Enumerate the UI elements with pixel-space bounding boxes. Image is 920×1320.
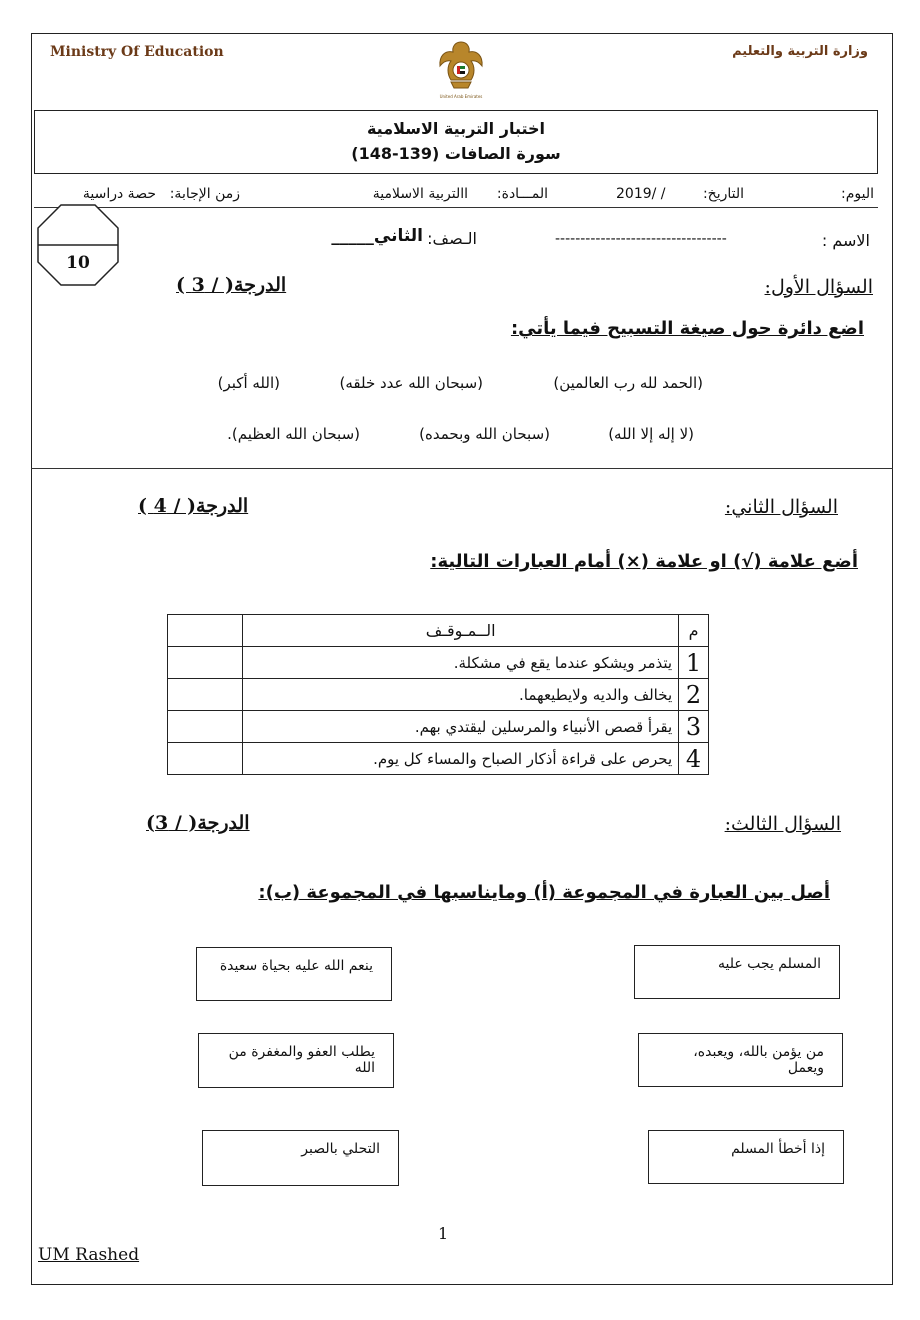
author-name: UM Rashed <box>38 1245 140 1265</box>
time-value: حصة دراسية <box>82 186 156 202</box>
row-number: 4 <box>679 743 709 775</box>
q3-instruction: أصل بين العبارة في المجموعة (أ) ومايناسبها في المجموعة (ب): <box>258 882 830 903</box>
q1-option[interactable]: (الله أكبر) <box>217 374 280 392</box>
subject-value: االتربية الاسلامية <box>372 186 468 202</box>
group-a-item[interactable]: من يؤمن بالله، ويعبده، ويعمل <box>638 1033 843 1087</box>
uae-emblem-icon <box>435 38 487 102</box>
row-statement: يخالف والديه ولايطيعهما. <box>243 679 679 711</box>
date-label: التاريخ: <box>702 186 744 202</box>
total-score: 10 <box>66 253 90 273</box>
q1-option[interactable]: (لا إله إلا الله) <box>608 425 694 443</box>
name-line: ---------------------------------- <box>555 231 727 247</box>
answer-cell[interactable] <box>168 647 243 679</box>
group-b-item[interactable]: التحلي بالصبر <box>202 1130 399 1186</box>
group-a-item[interactable]: إذا أخطأ المسلم <box>648 1130 844 1184</box>
name-label: الاسم : <box>821 231 870 250</box>
row-statement: يحرص على قراءة أذكار الصباح والمساء كل يوم. <box>243 743 679 775</box>
table-row <box>168 679 709 711</box>
row-number: 3 <box>679 711 709 743</box>
q3-grade: الدرجة( / 3) <box>146 812 250 834</box>
total-score-octagon <box>37 204 119 286</box>
group-b-item[interactable]: يطلب العفو والمغفرة من الله <box>198 1033 394 1088</box>
table-header-statement: الــمـوقـف <box>243 615 679 647</box>
q1-label: السؤال الأول: <box>764 276 873 298</box>
row-number: 2 <box>679 679 709 711</box>
row-statement: يقرأ قصص الأنبياء والمرسلين ليقتدي بهم. <box>243 711 679 743</box>
group-a-item[interactable]: المسلم يجب عليه <box>634 945 840 999</box>
ministry-name-arabic: وزارة التربية والتعليم <box>732 44 868 59</box>
q1-instruction: اضع دائرة حول صيغة التسبيح فيما يأتي: <box>510 318 864 339</box>
class-label: الـصف: <box>427 229 477 248</box>
time-label: زمن الإجابة: <box>169 186 240 202</box>
exam-subtitle: سورة الصافات (139-148) <box>351 144 561 163</box>
date-value: / /2019 <box>616 186 666 202</box>
answer-cell[interactable] <box>168 743 243 775</box>
answer-cell[interactable] <box>168 679 243 711</box>
group-b-item[interactable]: ينعم الله عليه بحياة سعيدة <box>196 947 392 1001</box>
subject-label: المـــادة: <box>496 186 548 202</box>
table-row <box>168 743 709 775</box>
table-row <box>168 647 709 679</box>
emblem-caption: United Arab Emirates <box>439 94 483 99</box>
table-header-mark <box>168 615 243 647</box>
row-number: 1 <box>679 647 709 679</box>
day-label: اليوم: <box>841 186 874 202</box>
table-row <box>168 711 709 743</box>
q2-label: السؤال الثاني: <box>724 496 838 518</box>
q1-grade: الدرجة( / 3 ) <box>176 274 287 296</box>
statements-table <box>167 614 709 775</box>
table-header-num: م <box>679 615 709 647</box>
q1-option[interactable]: (سبحان الله العظيم). <box>227 425 360 443</box>
q2-instruction: أضع علامة (√) او علامة (×) أمام العبارات التالية: <box>430 551 858 572</box>
q1-option[interactable]: (سبحان الله عدد خلقه) <box>339 374 483 392</box>
q2-grade: الدرجة( / 4 ) <box>138 495 249 517</box>
info-divider <box>34 207 878 208</box>
table-header-row <box>168 615 709 647</box>
q1-option[interactable]: (سبحان الله وبحمده) <box>419 425 550 443</box>
exam-title-box <box>34 110 878 174</box>
class-value: الثاني_____ <box>331 226 423 246</box>
q3-label: السؤال الثالث: <box>724 813 841 835</box>
row-statement: يتذمر ويشكو عندما يقع في مشكلة. <box>243 647 679 679</box>
answer-cell[interactable] <box>168 711 243 743</box>
exam-title: اختبار التربية الاسلامية <box>366 119 546 138</box>
ministry-name-english: Ministry Of Education <box>50 44 224 60</box>
section-divider <box>31 468 893 469</box>
q1-option[interactable]: (الحمد لله رب العالمين) <box>553 374 703 392</box>
page-number: 1 <box>438 1224 449 1243</box>
